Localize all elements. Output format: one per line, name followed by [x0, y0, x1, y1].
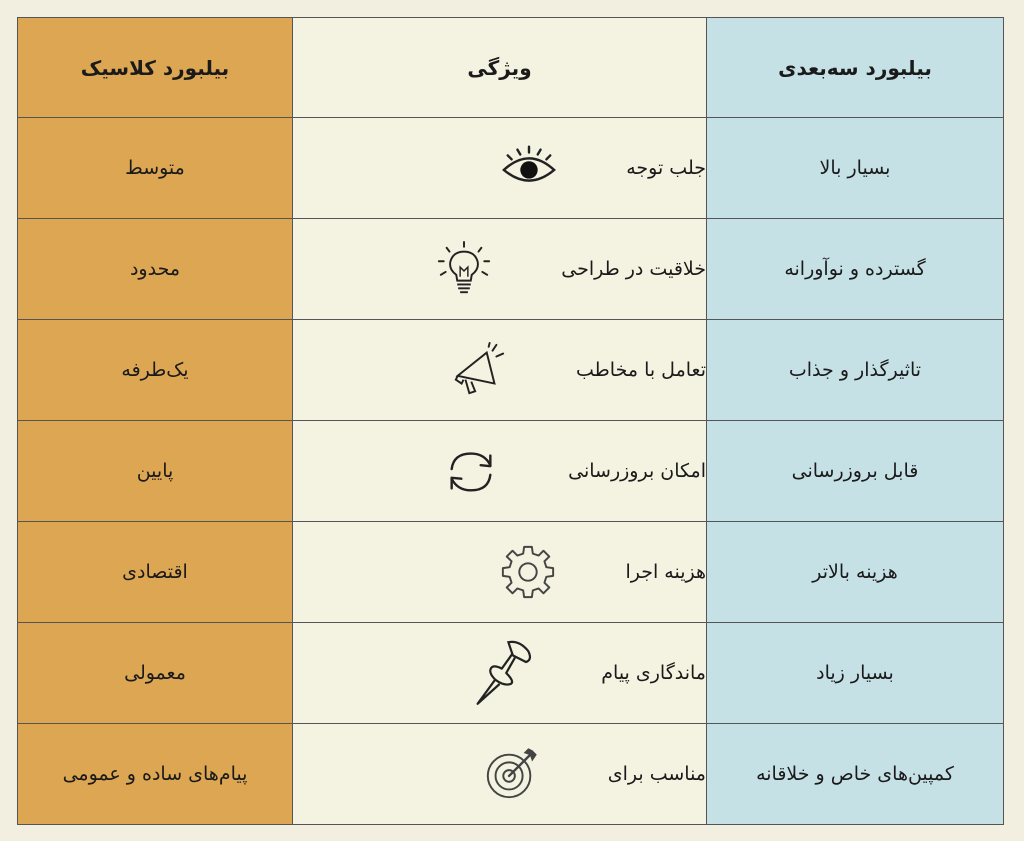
cell-three-d: قابل بروزرسانی	[707, 421, 1004, 522]
feature-label: ماندگاری پیام	[601, 662, 706, 684]
cell-three-d: بسیار زیاد	[707, 623, 1004, 724]
cell-feature	[293, 623, 707, 724]
header-feature: ویژگی	[293, 18, 707, 118]
cell-classic: پایین	[18, 421, 293, 522]
cell-classic: متوسط	[18, 118, 293, 219]
cell-three-d: تاثیرگذار و جذاب	[707, 320, 1004, 421]
pushpin-icon	[473, 642, 535, 704]
gear-icon	[497, 541, 559, 603]
comparison-table-wrapper	[18, 17, 1004, 825]
feature-label: هزینه اجرا	[625, 561, 706, 583]
table-row	[18, 724, 1004, 825]
cell-classic: معمولی	[18, 623, 293, 724]
cell-classic: محدود	[18, 219, 293, 320]
cell-feature	[293, 118, 707, 219]
table-row	[18, 219, 1004, 320]
target-icon	[480, 743, 542, 805]
cell-three-d: بسیار بالا	[707, 118, 1004, 219]
cell-three-d: هزینه بالاتر	[707, 522, 1004, 623]
table-row	[18, 522, 1004, 623]
megaphone-icon	[448, 339, 510, 401]
cell-three-d: کمپین‌های خاص و خلاقانه	[707, 724, 1004, 825]
cell-classic: پیام‌های ساده و عمومی	[18, 724, 293, 825]
lightbulb-icon	[433, 238, 495, 300]
feature-label: جلب توجه	[626, 157, 706, 179]
cell-classic: یک‌طرفه	[18, 320, 293, 421]
cell-feature	[293, 219, 707, 320]
cell-classic: اقتصادی	[18, 522, 293, 623]
feature-label: مناسب برای	[607, 763, 706, 785]
cell-feature	[293, 522, 707, 623]
table-row	[18, 421, 1004, 522]
comparison-table	[17, 17, 1004, 825]
cell-feature	[293, 724, 707, 825]
header-three-d: بیلبورد سه‌بعدی	[707, 18, 1004, 118]
eye-icon	[498, 137, 560, 199]
feature-label: خلاقیت در طراحی	[561, 258, 706, 280]
table-row	[18, 623, 1004, 724]
feature-label: تعامل با مخاطب	[576, 359, 706, 381]
table-row	[18, 118, 1004, 219]
header-classic: بیلبورد کلاسیک	[18, 18, 293, 118]
feature-label: امکان بروزرسانی	[568, 460, 706, 482]
header-row	[18, 18, 1004, 118]
refresh-icon	[440, 440, 502, 502]
table-row	[18, 320, 1004, 421]
cell-three-d: گسترده و نوآورانه	[707, 219, 1004, 320]
cell-feature	[293, 320, 707, 421]
cell-feature	[293, 421, 707, 522]
